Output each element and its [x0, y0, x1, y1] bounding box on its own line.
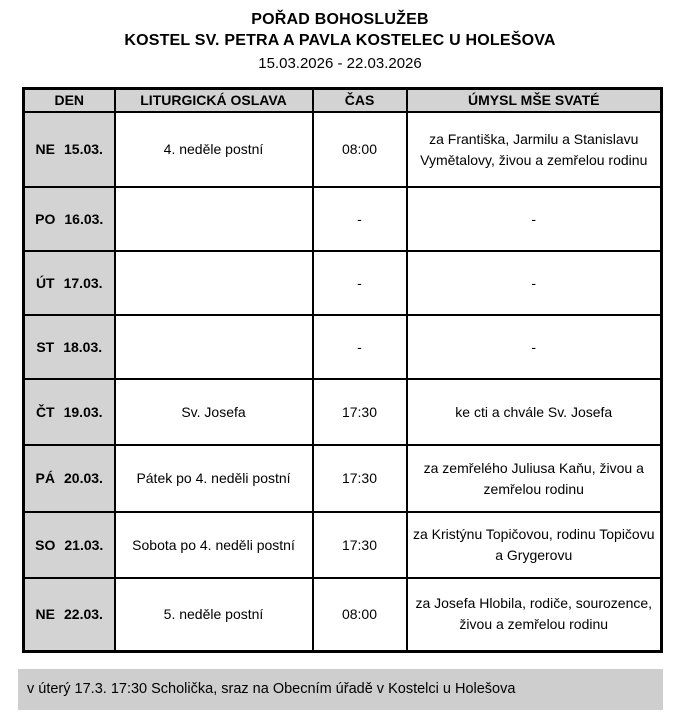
- time-cell: 08:00: [313, 578, 407, 651]
- intention-cell: -: [407, 315, 662, 379]
- column-header-cas: ČAS: [313, 89, 407, 113]
- page-title: POŘAD BOHOSLUŽEB: [251, 11, 429, 28]
- day-cell: [24, 512, 115, 578]
- table-row: [24, 315, 662, 379]
- day-cell: [24, 112, 115, 187]
- day-cell: [24, 578, 115, 651]
- day-cell: [24, 251, 115, 315]
- time-cell: -: [313, 315, 407, 379]
- day-date: 19.03.: [63, 403, 103, 420]
- time-cell: 17:30: [313, 512, 407, 578]
- column-header-den: DEN: [24, 89, 115, 113]
- table-row: [24, 251, 662, 315]
- footer-note: v úterý 17.3. 17:30 Scholička, sraz na Obecním úřadě v Kostelci u Holešova: [18, 669, 663, 710]
- intention-cell: ke cti a chvále Sv. Josefa: [407, 379, 662, 445]
- day-date: 22.03.: [64, 605, 103, 622]
- day-abbr: PO: [35, 210, 56, 227]
- day-date: 17.03.: [63, 274, 103, 291]
- column-header-liturgicka-oslava: LITURGICKÁ OSLAVA: [115, 89, 313, 113]
- page-header: [0, 0, 680, 74]
- day-date: 18.03.: [63, 338, 103, 355]
- day-abbr: NE: [35, 605, 55, 622]
- table-row: [24, 445, 662, 512]
- celebration-cell: Pátek po 4. neděli postní: [115, 445, 313, 512]
- day-abbr: ST: [36, 338, 55, 355]
- day-date: 15.03.: [64, 141, 103, 157]
- celebration-cell: [115, 187, 313, 251]
- time-cell: 08:00: [313, 112, 407, 187]
- intention-cell: -: [407, 187, 662, 251]
- day-cell: [24, 187, 115, 251]
- day-abbr: ÚT: [35, 274, 55, 291]
- date-range: 15.03.2026 - 22.03.2026: [258, 55, 422, 72]
- day-cell: [24, 379, 115, 445]
- time-cell: -: [313, 187, 407, 251]
- time-cell: 17:30: [313, 445, 407, 512]
- celebration-cell: [115, 315, 313, 379]
- intention-cell: -: [407, 251, 662, 315]
- table-row: [24, 578, 662, 651]
- celebration-cell: Sobota po 4. neděli postní: [115, 512, 313, 578]
- schedule-table: [22, 87, 663, 653]
- time-cell: 17:30: [313, 379, 407, 445]
- celebration-cell: 4. neděle postní: [115, 112, 313, 187]
- day-cell: [24, 445, 115, 512]
- table-row: [24, 187, 662, 251]
- column-header-umysl: ÚMYSL MŠE SVATÉ: [407, 89, 662, 113]
- day-cell: [24, 315, 115, 379]
- celebration-cell: Sv. Josefa: [115, 379, 313, 445]
- intention-cell: za Františka, Jarmilu a Stanislavu Vymětalovy, živou a zemřelou rodinu: [407, 112, 662, 187]
- intention-cell: za Kristýnu Topičovou, rodinu Topičovu a Grygerovu: [407, 512, 662, 578]
- intention-cell: za Josefa Hlobila, rodiče, sourozence, živou a zemřelou rodinu: [407, 578, 662, 651]
- page-subtitle: KOSTEL SV. PETRA A PAVLA KOSTELEC U HOLEŠOVA: [124, 32, 556, 49]
- day-abbr: NE: [35, 141, 55, 157]
- header-row: [24, 89, 662, 113]
- table-row: [24, 379, 662, 445]
- table-row: [24, 112, 662, 187]
- day-abbr: ČT: [35, 403, 55, 420]
- day-abbr: PÁ: [35, 470, 55, 486]
- day-date: 16.03.: [64, 210, 104, 227]
- time-cell: -: [313, 251, 407, 315]
- day-date: 20.03.: [64, 470, 103, 486]
- day-date: 21.03.: [64, 536, 104, 553]
- day-abbr: SO: [35, 536, 56, 553]
- intention-cell: za zemřelého Juliusa Kaňu, živou a zemřelou rodinu: [407, 445, 662, 512]
- celebration-cell: 5. neděle postní: [115, 578, 313, 651]
- celebration-cell: [115, 251, 313, 315]
- table-row: [24, 512, 662, 578]
